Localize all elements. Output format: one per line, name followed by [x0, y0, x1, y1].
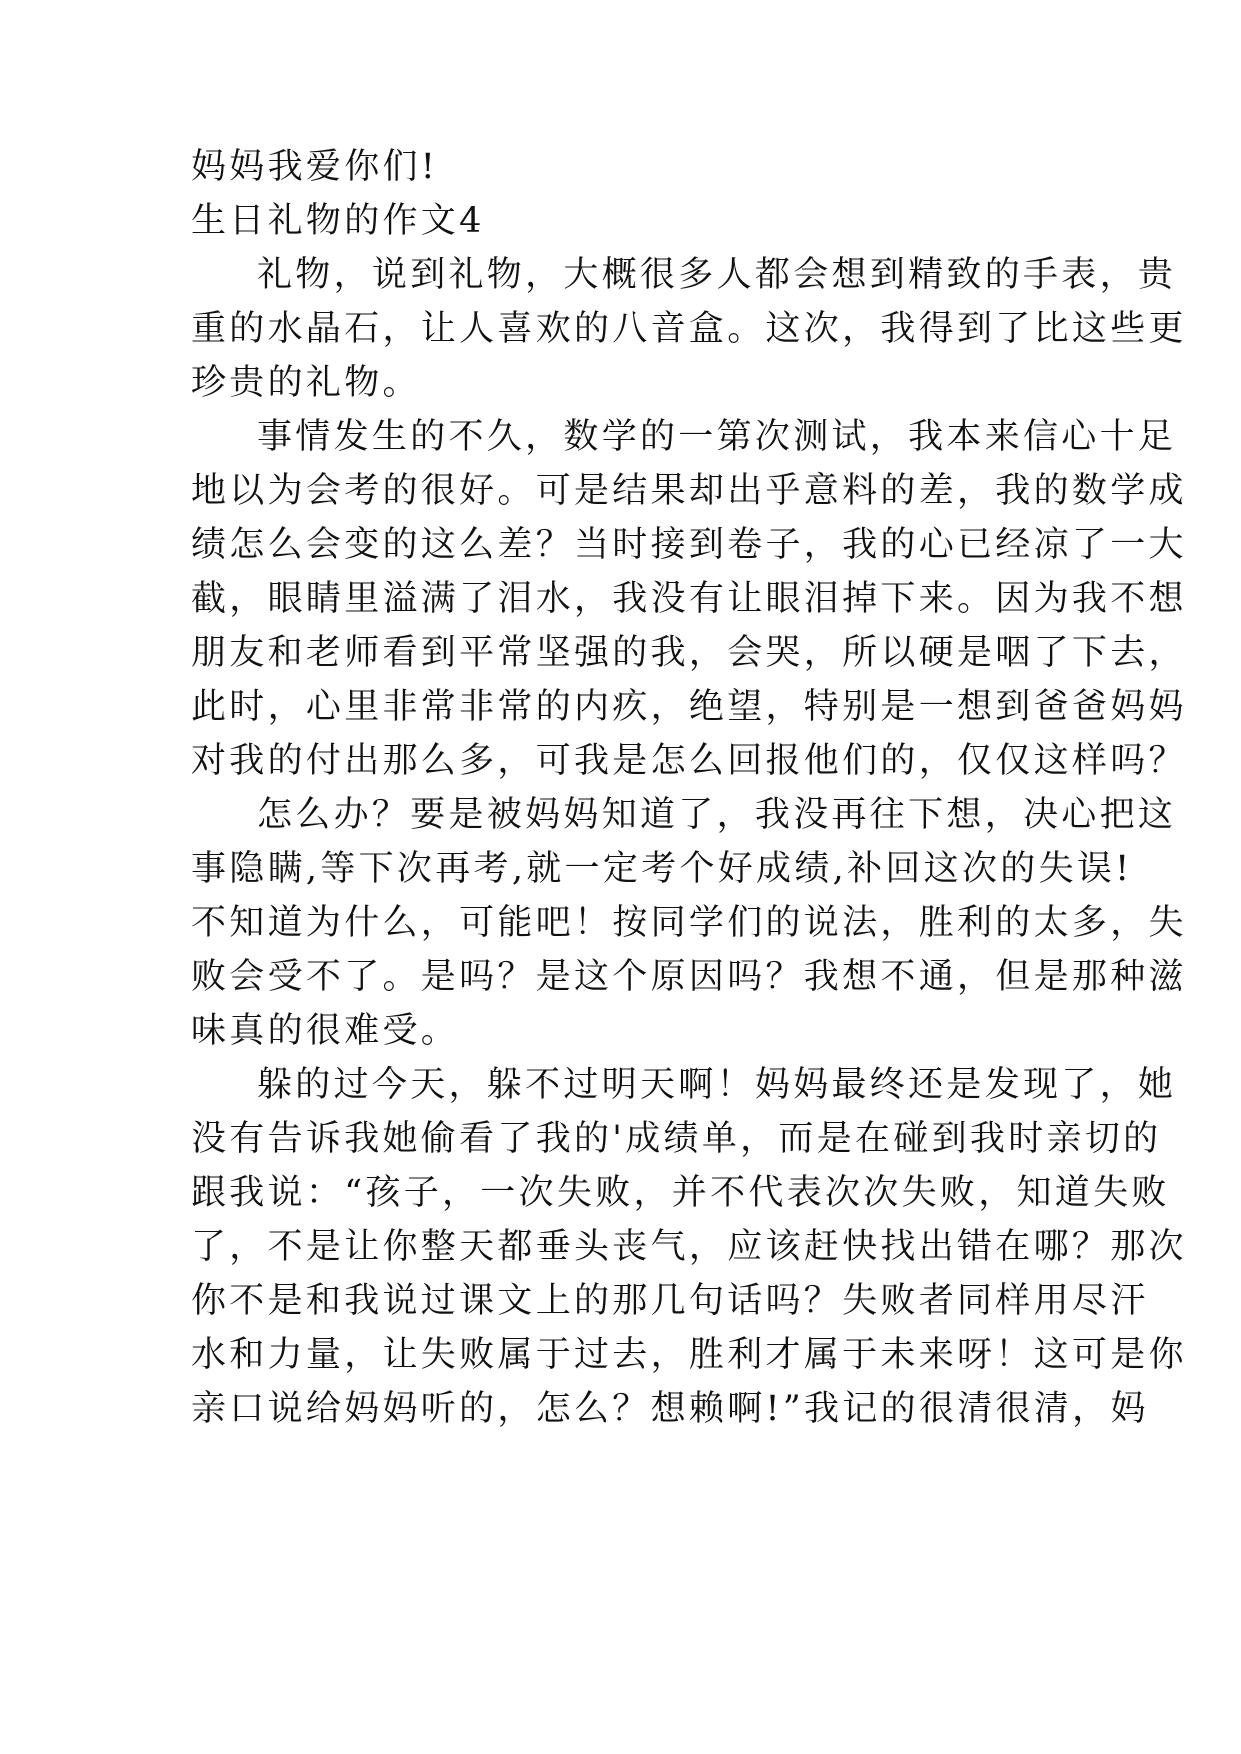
text-line: 对我的付出那么多，可我是怎么回报他们的，仅仅这样吗？ [191, 741, 1187, 781]
paragraph-start: 事情发生的不久，数学的一第次测试，我本来信心十足 [257, 417, 1177, 457]
paragraph-start: 怎么办？要是被妈妈知道了，我没再往下想，决心把这 [257, 795, 1177, 835]
text-line: 事隐瞒,等下次再考,就一定考个好成绩,补回这次的失误! [191, 849, 1133, 889]
text-line: 水和力量，让失败属于过去，胜利才属于未来呀！这可是你 [191, 1335, 1187, 1375]
text-line: 没有告诉我她偷看了我的'成绩单，而是在碰到我时亲切的 [191, 1119, 1162, 1159]
text-line: 不知道为什么，可能吧！按同学们的说法，胜利的太多，失 [191, 903, 1187, 943]
text-line: 跟我说：“孩子，一次失败，并不代表次次失败，知道失败 [191, 1173, 1170, 1213]
text-line: 地以为会考的很好。可是结果却出乎意料的差，我的数学成 [191, 471, 1187, 511]
paragraph-start: 躲的过今天，躲不过明天啊！妈妈最终还是发现了，她 [257, 1065, 1177, 1105]
text-line: 味真的很难受。 [191, 1011, 460, 1051]
text-line: 绩怎么会变的这么差？当时接到卷子，我的心已经凉了一大 [191, 525, 1187, 565]
essay-title: 生日礼物的作文4 [191, 201, 485, 241]
text-line: 重的水晶石，让人喜欢的八音盒。这次，我得到了比这些更 [191, 309, 1187, 349]
text-line: 败会受不了。是吗？是这个原因吗？我想不通，但是那种滋 [191, 957, 1187, 997]
paragraph-start: 礼物，说到礼物，大概很多人都会想到精致的手表，贵 [257, 255, 1177, 295]
text-line: 此时，心里非常非常的内疚，绝望，特别是一想到爸爸妈妈 [191, 687, 1187, 727]
text-line: 朋友和老师看到平常坚强的我，会哭，所以硬是咽了下去， [191, 633, 1187, 673]
text-line: 珍贵的礼物。 [191, 363, 421, 403]
text-line: 了，不是让你整天都垂头丧气，应该赶快找出错在哪？那次 [191, 1227, 1187, 1267]
text-line: 亲口说给妈妈听的，怎么？想赖啊!”我记的很清很清，妈 [191, 1389, 1149, 1429]
text-line: 妈妈我爱你们! [191, 147, 439, 187]
text-line: 你不是和我说过课文上的那几句话吗？失败者同样用尽汗 [191, 1281, 1149, 1321]
text-line: 截，眼睛里溢满了泪水，我没有让眼泪掉下来。因为我不想 [191, 579, 1187, 619]
